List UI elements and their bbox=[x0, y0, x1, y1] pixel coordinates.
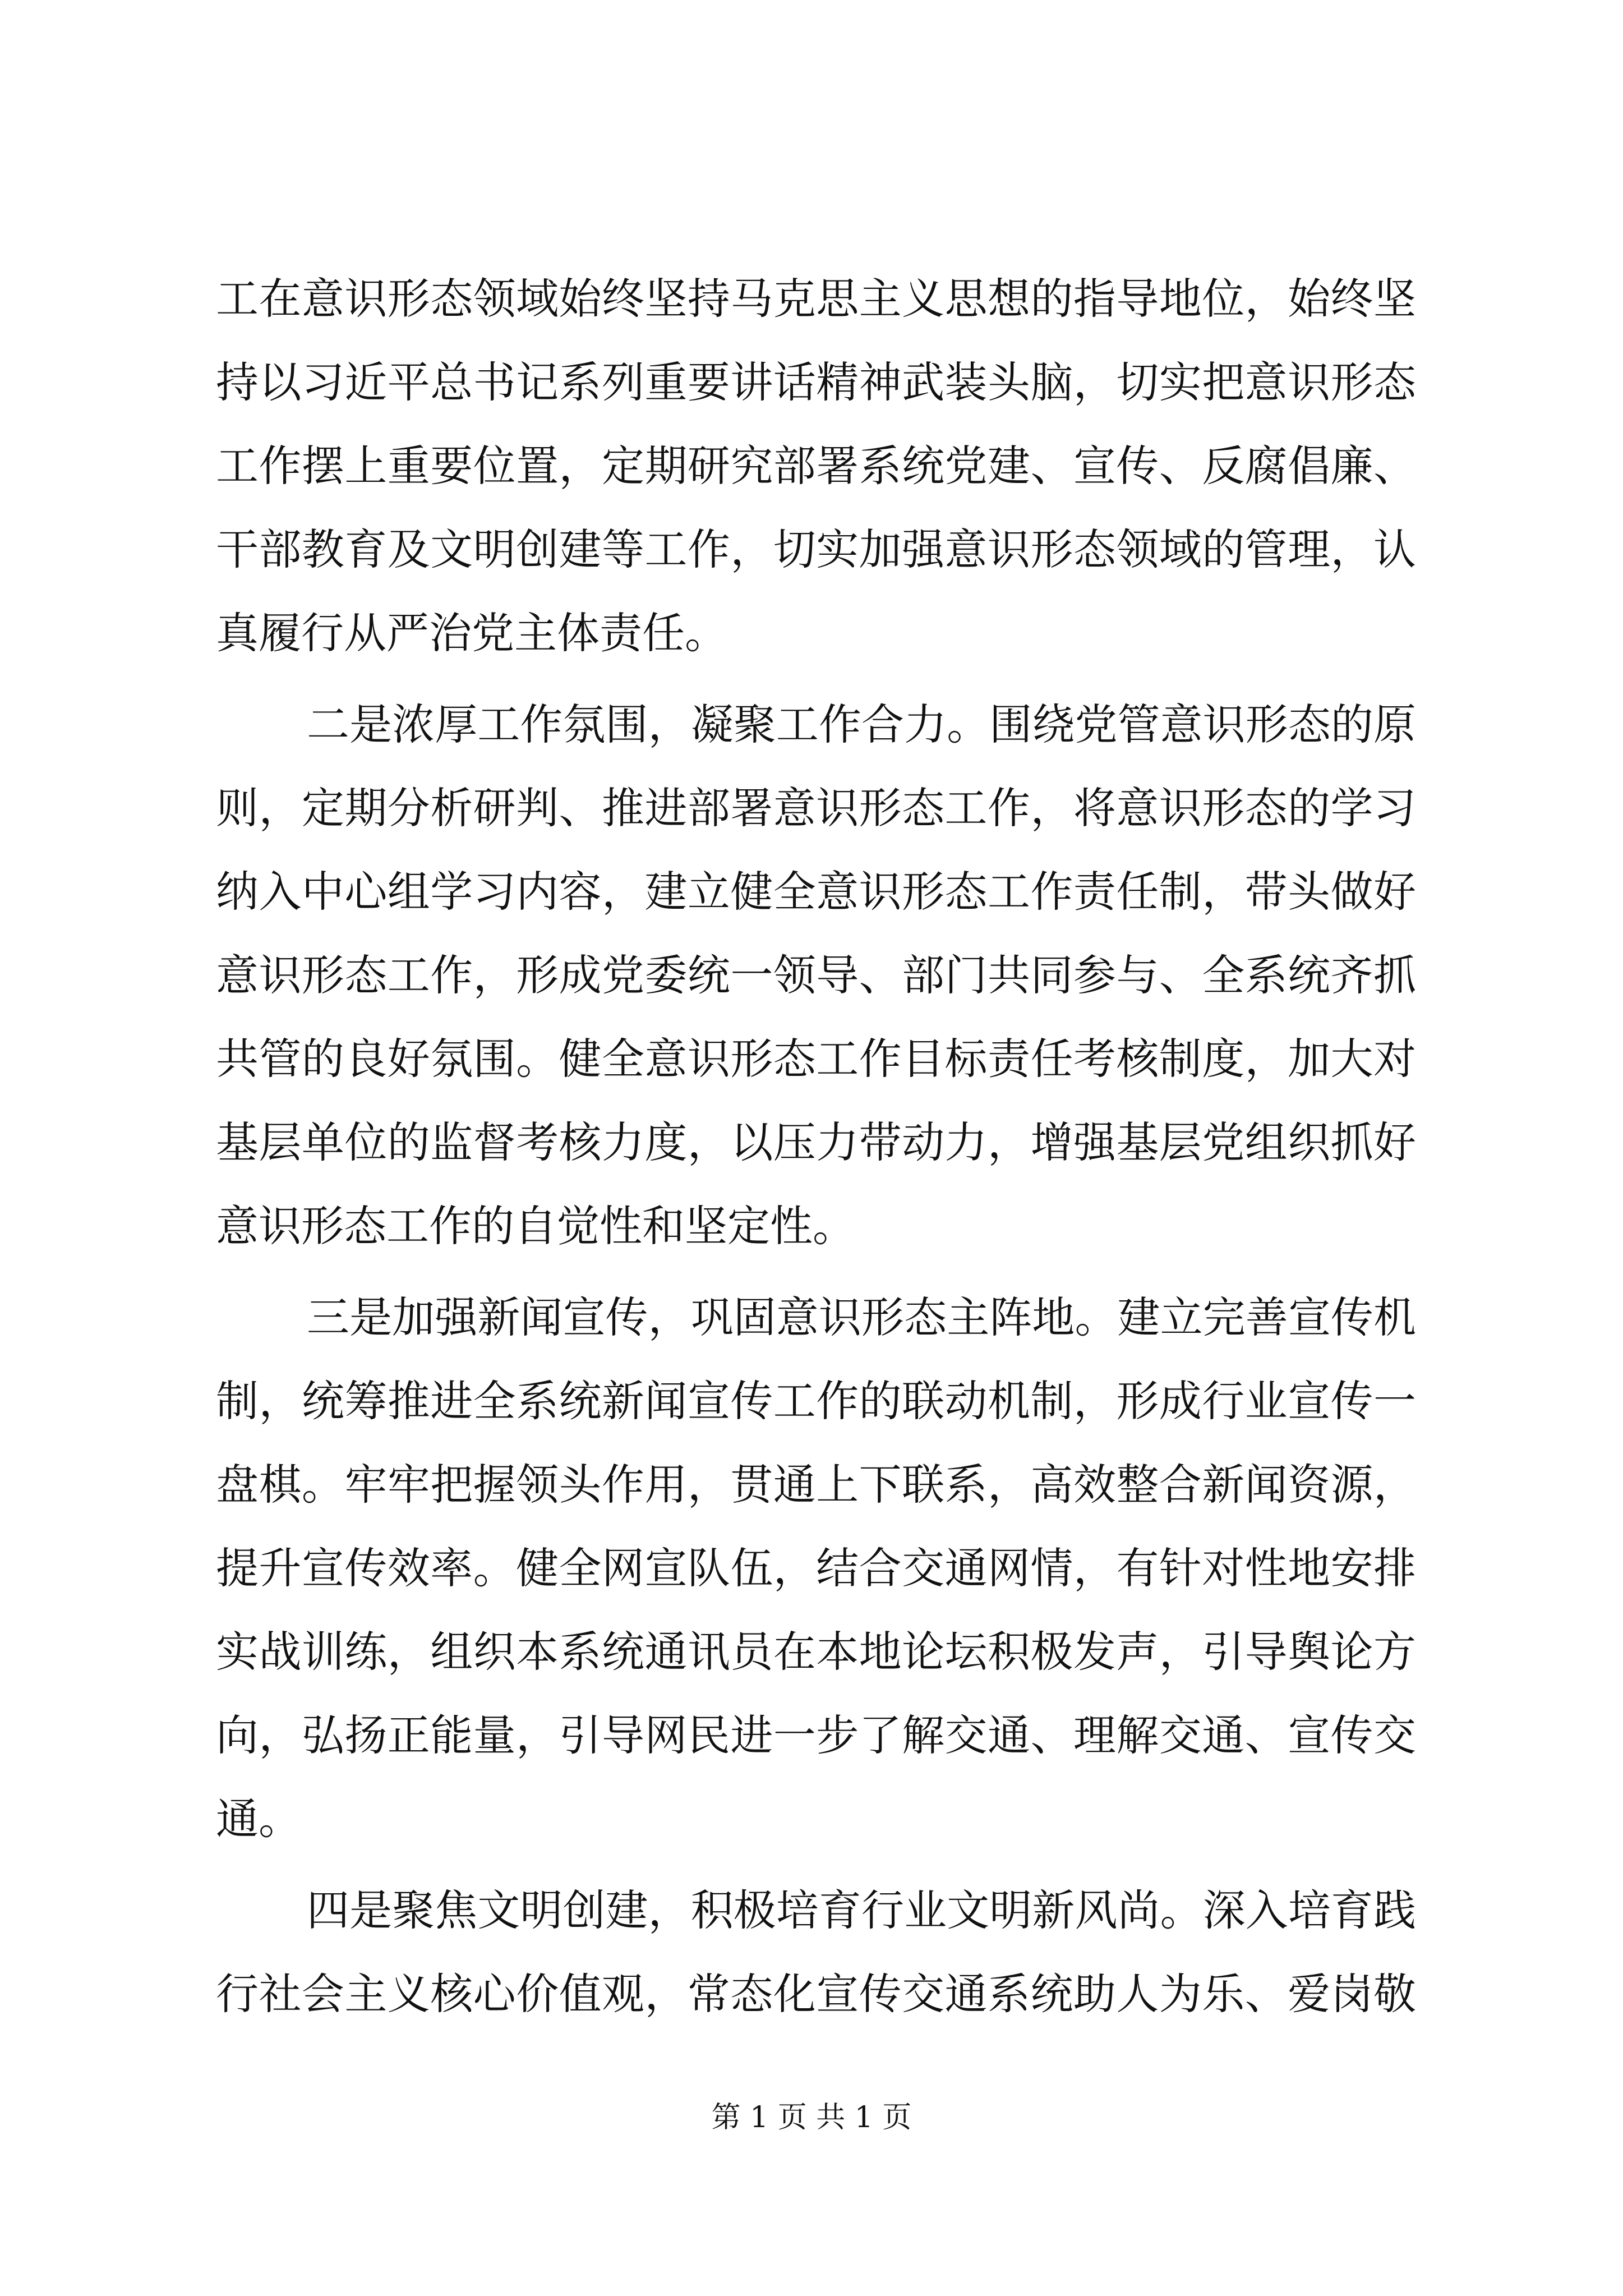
paragraph-2-line-1: 二是浓厚工作氛围，凝聚工作合力。围绕党管意识形态的原 bbox=[307, 700, 1416, 749]
paragraph-3-line-5: 实战训练，组织本系统通讯员在本地论坛积极发声，引导舆论方 bbox=[216, 1627, 1416, 1677]
paragraph-2-line-5: 共管的良好氛围。健全意识形态工作目标责任考核制度，加大对 bbox=[216, 1034, 1416, 1084]
document-body bbox=[216, 257, 1416, 2036]
paragraph-2-line-3: 纳入中心组学习内容，建立健全意识形态工作责任制，带头做好 bbox=[216, 867, 1416, 917]
paragraph-4-line-2: 行社会主义核心价值观，常态化宣传交通系统助人为乐、爱岗敬 bbox=[216, 1969, 1416, 2019]
paragraph-1-line-4: 干部教育及文明创建等工作，切实加强意识形态领域的管理，认 bbox=[216, 524, 1416, 574]
paragraph-1-line-3: 工作摆上重要位置，定期研究部署系统党建、宣传、反腐倡廉、 bbox=[216, 441, 1416, 491]
paragraph-3-line-4: 提升宣传效率。健全网宣队伍，结合交通网情，有针对性地安排 bbox=[216, 1543, 1416, 1593]
paragraph-2-line-2: 则，定期分析研判、推进部署意识形态工作，将意识形态的学习 bbox=[216, 783, 1416, 833]
paragraph-gap bbox=[216, 1268, 1416, 1276]
paragraph-1-line-5: 真履行从严治党主体责任。 bbox=[216, 608, 727, 658]
paragraph-2-line-4: 意识形态工作，形成党委统一领导、部门共同参与、全系统齐抓 bbox=[216, 950, 1416, 1000]
paragraph-2-line-7: 意识形态工作的自觉性和坚定性。 bbox=[216, 1201, 855, 1251]
paragraph-3-line-7: 通。 bbox=[216, 1794, 301, 1844]
paragraph-4-line-1: 四是聚焦文明创建，积极培育行业文明新风尚。深入培育践 bbox=[307, 1885, 1416, 1935]
paragraph-1-line-2: 持以习近平总书记系列重要讲话精神武装头脑，切实把意识形态 bbox=[216, 357, 1416, 407]
paragraph-1-line-1: 工在意识形态领域始终坚持马克思主义思想的指导地位，始终坚 bbox=[216, 274, 1416, 324]
paragraph-3-line-3: 盘棋。牢牢把握领头作用，贯通上下联系，高效整合新闻资源， bbox=[216, 1460, 1416, 1510]
paragraph-3-line-2: 制，统筹推进全系统新闻宣传工作的联动机制，形成行业宣传一 bbox=[216, 1376, 1416, 1426]
paragraph-3-line-6: 向，弘扬正能量，引导网民进一步了解交通、理解交通、宣传交 bbox=[216, 1710, 1416, 1760]
paragraph-3-line-1: 三是加强新闻宣传，巩固意识形态主阵地。建立完善宣传机 bbox=[307, 1292, 1416, 1342]
paragraph-2-line-6: 基层单位的监督考核力度，以压力带动力，增强基层党组织抓好 bbox=[216, 1117, 1416, 1167]
page-footer: 第 1 页 共 1 页 bbox=[711, 2101, 912, 2134]
paragraph-gap bbox=[216, 1861, 1416, 1869]
paragraph-gap bbox=[216, 675, 1416, 683]
